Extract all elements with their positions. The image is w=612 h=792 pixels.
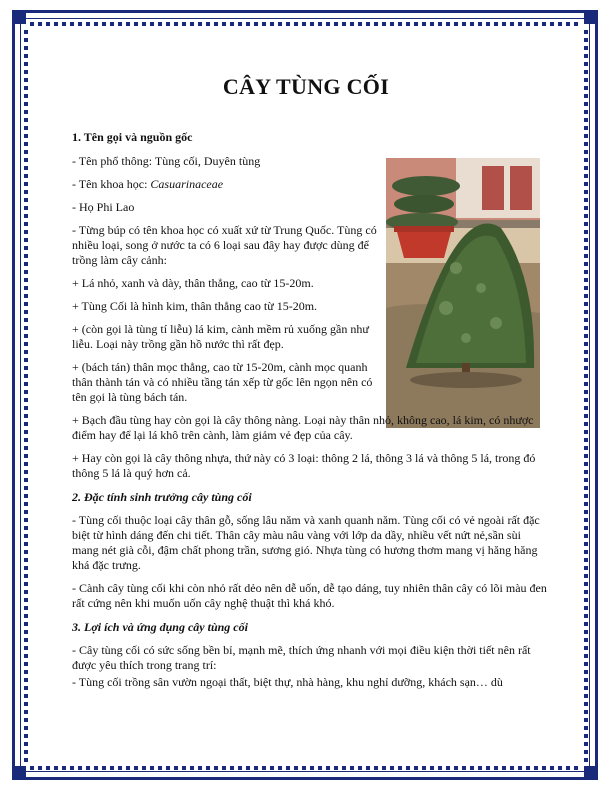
type-item: + Tùng Cối là hình kim, thân thẳng cao từ 15-20m.: [72, 299, 318, 313]
border-corner-tr: [584, 10, 598, 24]
family: - Họ Phi Lao: [72, 200, 135, 214]
section-2-heading: 2. Đặc tính sinh trưởng cây tùng cối: [72, 490, 252, 504]
benefit-paragraph: - Cây tùng cối có sức sống bền bỉ, mạnh mẽ, thích ứng nhanh với mọi điều kiện thời tiết nên rất được yêu thích trong trang trí:: [72, 643, 531, 672]
type-item: + Bạch đầu tùng hay còn gọi là cây thông nàng. Loại này thân nhỏ, không cao, lá kim, có nhược điểm hay để lại lá khô trên cành, làm giảm vẻ đẹp của cây.: [72, 413, 534, 442]
border-corner-bl: [12, 766, 26, 780]
type-item: + (bách tán) thân mọc thẳng, cao từ 15-20m, cành mọc quanh thân thành tán và có nhiều tầng tán xếp từ gốc lên ngọn nên có tên gọi là tùng bách tán.: [72, 360, 373, 404]
type-item: + Hay còn gọi là cây thông nhựa, thứ này có 3 loại: thông 2 lá, thông 3 lá và thông 5 lá, trong đó thông 5 lá là quý hơn cả.: [72, 451, 536, 480]
border-pattern-right: [584, 30, 588, 762]
page-title: CÂY TÙNG CỐI: [222, 74, 390, 99]
type-item: + (còn gọi là tùng tí liễu) lá kim, cành mềm rủ xuống gần như liễu. Loại này trồng gần hồ nước thì rất đẹp.: [72, 322, 369, 351]
scientific-name: Casuarinaceae: [150, 177, 224, 191]
origin-paragraph: - Từng búp có tên khoa học có xuất xứ từ Trung Quốc. Tùng có nhiều loại, song ở nước ta có 6 loại sau đây hay được dùng để trồng làm cây cảnh:: [72, 223, 377, 267]
section-3-heading: 3. Lợi ích và ứng dụng cây tùng cối: [72, 620, 248, 634]
growth-paragraph: - Cành cây tùng cối khi còn nhỏ rất dẻo nên dễ uốn, dễ tạo dáng, tuy nhiên thân cây có lõi màu đen rất cứng nên khi muốn uốn cây nghệ thuật thì khá khó.: [72, 581, 547, 610]
border-corner-br: [584, 766, 598, 780]
border-pattern-bottom: [30, 766, 582, 770]
border-pattern-top: [30, 22, 582, 26]
document-body: [72, 130, 548, 698]
section-1-heading: 1. Tên gọi và nguồn gốc: [72, 130, 193, 144]
scientific-name-label: - Tên khoa học:: [72, 177, 151, 191]
border-pattern-left: [24, 30, 28, 762]
benefit-paragraph: - Tùng cối trồng sân vườn ngoại thất, biệt thự, nhà hàng, khu nghỉ dưỡng, khách sạn… dù: [72, 675, 503, 689]
growth-paragraph: - Tùng cối thuộc loại cây thân gỗ, sống lâu năm và xanh quanh năm. Tùng cối có vẻ ngoài rất đặc biệt từ hình dáng đến chi tiết. Thân cây màu nâu vàng với lớp da dầy, nhiều vết nứt nẻ,sần sùi mang nét già cỗi, đậm chất phong trần, sương gió. Nhựa tùng có hương thơm mang vị hăng hăng khá đặc trưng.: [72, 513, 540, 572]
common-name: - Tên phổ thông: Tùng cối, Duyên tùng: [72, 154, 261, 168]
type-item: + Lá nhỏ, xanh và dày, thân thẳng, cao từ 15-20m.: [72, 276, 314, 290]
border-corner-tl: [12, 10, 26, 24]
scientific-name-line: [72, 177, 380, 192]
